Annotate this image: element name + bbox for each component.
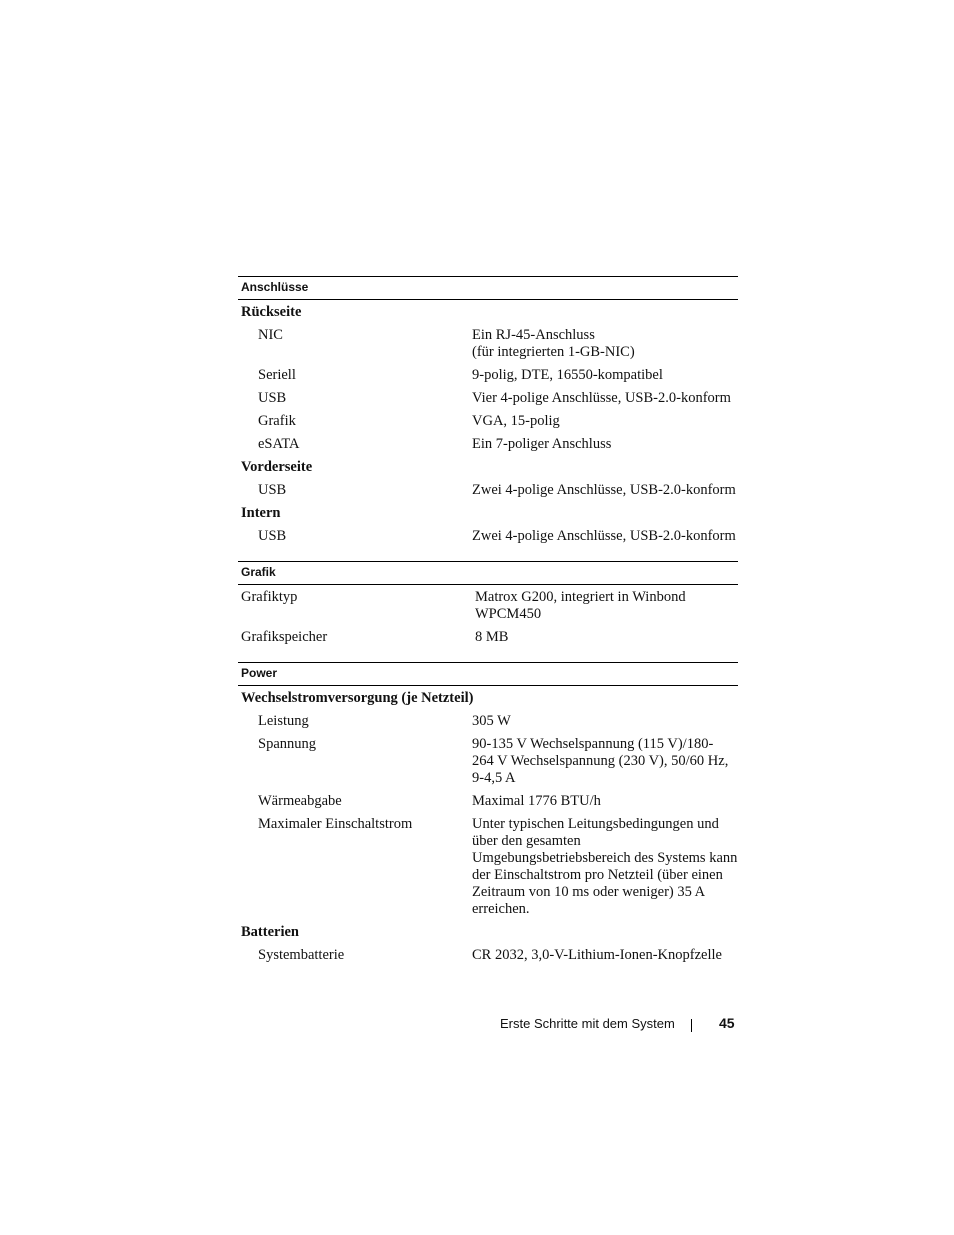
spec-row bbox=[238, 363, 738, 386]
footer-separator bbox=[691, 1019, 692, 1032]
spec-value: Maximal 1776 BTU/h bbox=[472, 793, 601, 809]
spec-value: Vier 4-polige Anschlüsse, USB-2.0-konform bbox=[472, 390, 731, 406]
section-header-grafik: Grafik bbox=[238, 561, 738, 585]
footer-title: Erste Schritte mit dem System bbox=[500, 1016, 675, 1031]
section-header-power: Power bbox=[238, 662, 738, 686]
spec-value: Zwei 4-polige Anschlüsse, USB-2.0-konform bbox=[472, 482, 736, 498]
spec-key: Grafikspeicher bbox=[241, 629, 328, 645]
section-gap bbox=[238, 648, 738, 662]
section-header-anschluesse: Anschlüsse bbox=[238, 276, 738, 300]
spec-value: 9-polig, DTE, 16550-kompatibel bbox=[472, 367, 663, 383]
spec-row bbox=[238, 585, 738, 625]
spec-key: Leistung bbox=[258, 713, 309, 729]
spec-row bbox=[238, 432, 738, 455]
spec-key: Seriell bbox=[258, 367, 296, 383]
subsection-wechselstrom: Wechselstromversorgung (je Netzteil) bbox=[241, 690, 474, 706]
spec-key: eSATA bbox=[258, 436, 300, 452]
spec-value: CR 2032, 3,0-V-Lithium-Ionen-Knopfzelle bbox=[472, 947, 722, 963]
subsection-batterien: Batterien bbox=[241, 924, 299, 940]
spec-row bbox=[238, 386, 738, 409]
spec-value: VGA, 15-polig bbox=[472, 413, 560, 429]
spec-value: Ein 7-poliger Anschluss bbox=[472, 436, 612, 452]
spec-key: Maximaler Einschaltstrom bbox=[258, 816, 413, 832]
spec-row bbox=[238, 709, 738, 732]
subsection-vorderseite: Vorderseite bbox=[241, 459, 313, 475]
page-number: 45 bbox=[719, 1015, 735, 1031]
spec-value: Zwei 4-polige Anschlüsse, USB-2.0-konform bbox=[472, 528, 736, 544]
spec-row bbox=[238, 524, 738, 547]
spec-key: Systembatterie bbox=[258, 947, 345, 963]
spec-key: Spannung bbox=[258, 736, 316, 752]
spec-key: Wärmeabgabe bbox=[258, 793, 342, 809]
spec-value: 90-135 V Wechselspannung (115 V)/180- 264 V Wechselspannung (230 V), 50/60 Hz, 9-4,5 A bbox=[472, 736, 729, 786]
spec-key: USB bbox=[258, 482, 287, 498]
spec-value: Ein RJ-45-Anschluss (für integrierten 1-GB-NIC) bbox=[472, 327, 635, 360]
spec-row bbox=[238, 812, 738, 920]
spec-row bbox=[238, 789, 738, 812]
spec-row bbox=[238, 478, 738, 501]
subsection-rueckseite: Rückseite bbox=[241, 304, 302, 320]
page-footer bbox=[500, 1014, 736, 1034]
spec-value: 8 MB bbox=[475, 629, 509, 645]
spec-key: USB bbox=[258, 528, 287, 544]
spec-row bbox=[238, 409, 738, 432]
spec-key: Grafiktyp bbox=[241, 589, 298, 605]
spec-table bbox=[238, 276, 738, 966]
spec-row bbox=[238, 732, 738, 789]
spec-value: 305 W bbox=[472, 713, 511, 729]
spec-key: USB bbox=[258, 390, 287, 406]
subsection-intern: Intern bbox=[241, 505, 281, 521]
spec-row bbox=[238, 943, 738, 966]
spec-value: Matrox G200, integriert in Winbond WPCM450 bbox=[475, 589, 686, 622]
spec-row bbox=[238, 625, 738, 648]
spec-value: Unter typischen Leitungsbedingungen und über den gesamten Umgebungsbetriebsbereich des Systems kann der Einschaltstrom pro Netzteil (über einen Zeitraum von 10 ms oder weniger) 35 A erreichen. bbox=[472, 816, 738, 917]
spec-key: NIC bbox=[258, 327, 283, 343]
spec-key: Grafik bbox=[258, 413, 296, 429]
spec-row bbox=[238, 323, 738, 363]
section-gap bbox=[238, 547, 738, 561]
